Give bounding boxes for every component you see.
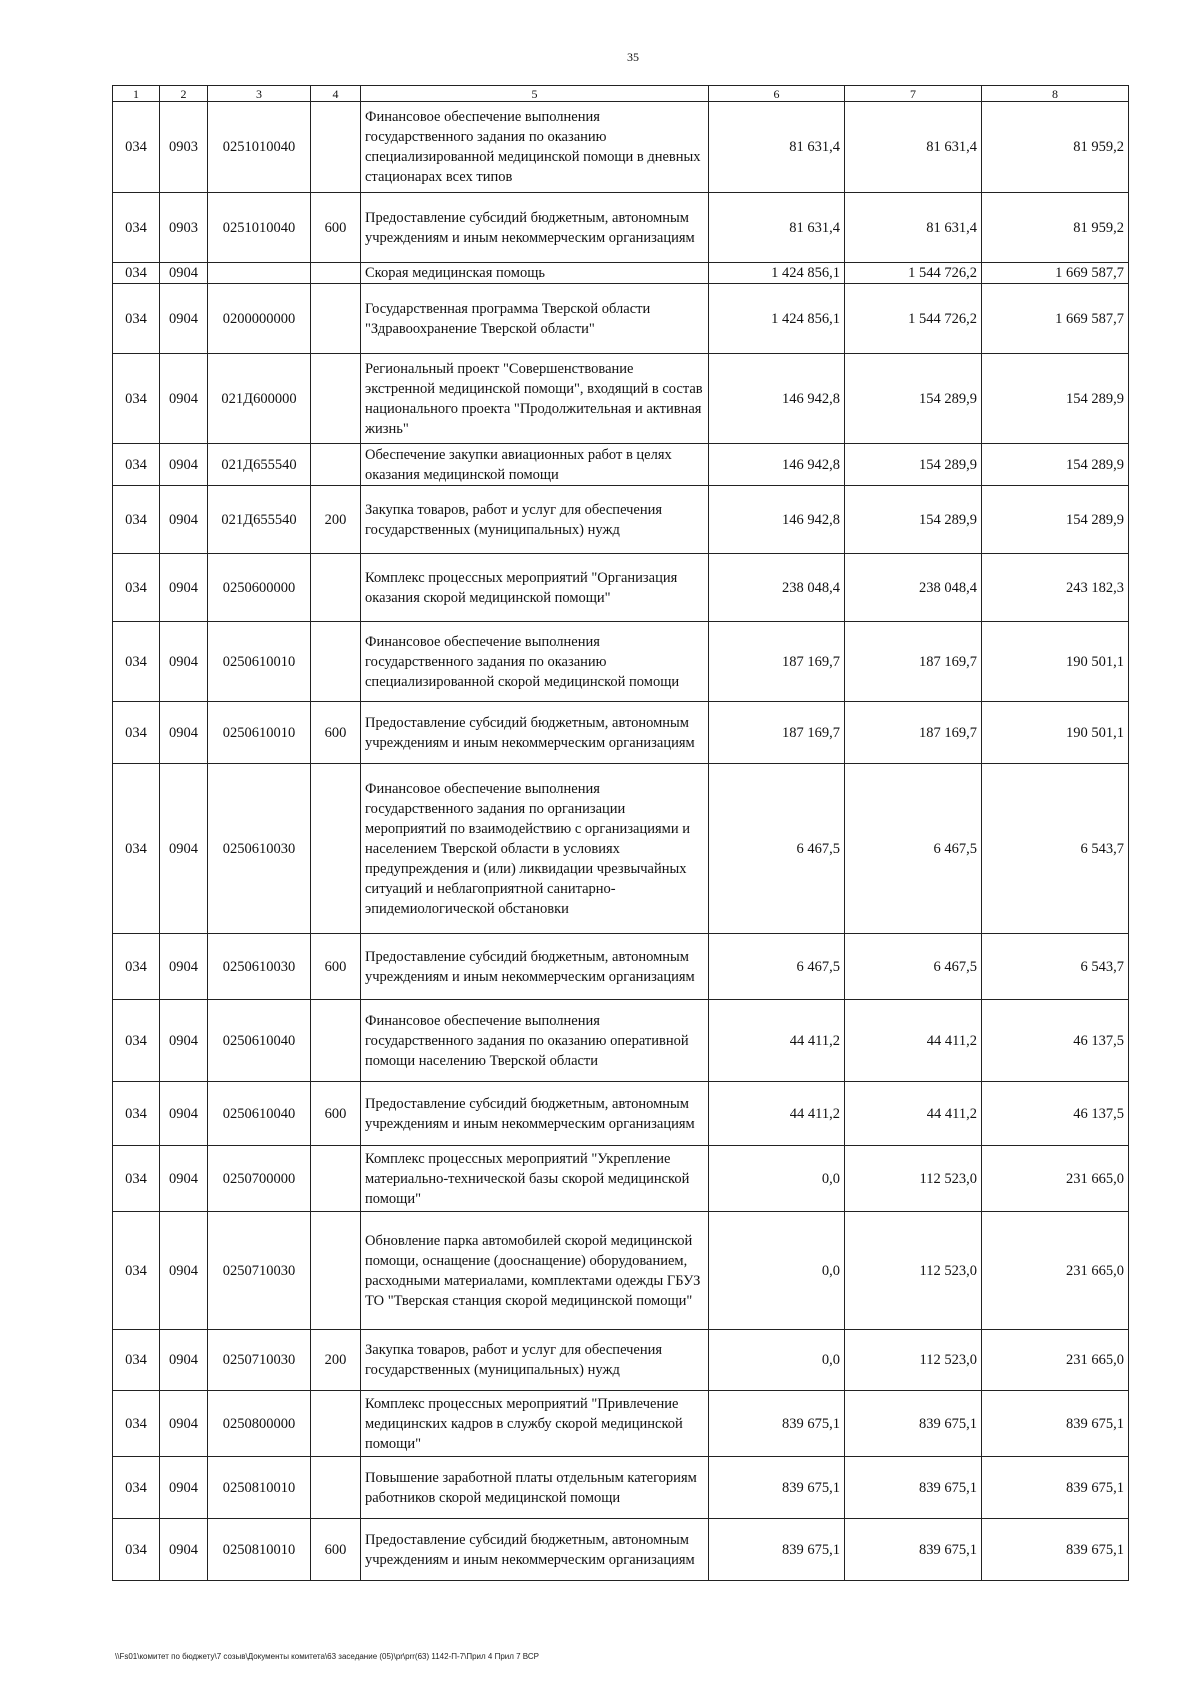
cell-amount-col8: 6 543,7: [982, 934, 1129, 1000]
cell-amount-col8: 154 289,9: [982, 354, 1129, 444]
cell-section-code: 0904: [160, 1146, 208, 1212]
cell-amount-col8: 154 289,9: [982, 444, 1129, 486]
column-header-4: 4: [311, 86, 361, 102]
cell-chapter-code: 034: [113, 1000, 160, 1082]
cell-chapter-code: 034: [113, 554, 160, 622]
table-row: [113, 934, 1129, 1000]
cell-amount-col8: 839 675,1: [982, 1519, 1129, 1581]
cell-amount-col6: 6 467,5: [709, 934, 845, 1000]
cell-amount-col8: 839 675,1: [982, 1457, 1129, 1519]
cell-amount-col8: 190 501,1: [982, 702, 1129, 764]
cell-amount-col7: 839 675,1: [845, 1519, 982, 1581]
column-header-row: [113, 86, 1129, 102]
cell-description: Комплекс процессных мероприятий "Организация оказания скорой медицинской помощи": [361, 554, 709, 622]
cell-target-article-code: 0250610030: [208, 764, 311, 934]
cell-description: Финансовое обеспечение выполнения государственного задания по организации мероприятий по взаимодействию с организациями и населением Тверской области в условиях предупреждения и (или) ликвидации чрезвычайных ситуаций и неблагоприятной санитарно-эпидемиологической обстановки: [361, 764, 709, 934]
cell-description: Комплекс процессных мероприятий "Привлечение медицинских кадров в службу скорой медицинской помощи": [361, 1391, 709, 1457]
cell-section-code: 0904: [160, 1391, 208, 1457]
column-header-3: 3: [208, 86, 311, 102]
cell-target-article-code: 021Д655540: [208, 444, 311, 486]
cell-description: Финансовое обеспечение выполнения государственного задания по оказанию оперативной помощи населению Тверской области: [361, 1000, 709, 1082]
cell-amount-col8: 231 665,0: [982, 1330, 1129, 1391]
table-row: [113, 284, 1129, 354]
table-row: [113, 193, 1129, 263]
cell-description: Предоставление субсидий бюджетным, автономным учреждениям и иным некоммерческим организациям: [361, 934, 709, 1000]
cell-chapter-code: 034: [113, 1146, 160, 1212]
cell-section-code: 0904: [160, 1330, 208, 1391]
cell-amount-col6: 0,0: [709, 1212, 845, 1330]
cell-section-code: 0903: [160, 102, 208, 193]
cell-amount-col6: 0,0: [709, 1146, 845, 1212]
cell-chapter-code: 034: [113, 354, 160, 444]
column-header-5: 5: [361, 86, 709, 102]
cell-target-article-code: 0200000000: [208, 284, 311, 354]
cell-expense-type-code: 600: [311, 934, 361, 1000]
column-header-8: 8: [982, 86, 1129, 102]
cell-chapter-code: 034: [113, 934, 160, 1000]
cell-section-code: 0904: [160, 702, 208, 764]
cell-section-code: 0904: [160, 284, 208, 354]
cell-section-code: 0904: [160, 1457, 208, 1519]
cell-amount-col6: 187 169,7: [709, 702, 845, 764]
cell-expense-type-code: [311, 1391, 361, 1457]
cell-amount-col6: 44 411,2: [709, 1000, 845, 1082]
table-row: [113, 486, 1129, 554]
cell-description: Закупка товаров, работ и услуг для обеспечения государственных (муниципальных) нужд: [361, 486, 709, 554]
table-row: [113, 1000, 1129, 1082]
cell-chapter-code: 034: [113, 486, 160, 554]
cell-amount-col6: 1 424 856,1: [709, 284, 845, 354]
cell-amount-col8: 46 137,5: [982, 1082, 1129, 1146]
table-row: [113, 444, 1129, 486]
cell-amount-col7: 154 289,9: [845, 444, 982, 486]
cell-amount-col8: 46 137,5: [982, 1000, 1129, 1082]
table-row: [113, 764, 1129, 934]
cell-section-code: 0904: [160, 764, 208, 934]
page-number: 35: [627, 50, 639, 64]
table-row: [113, 263, 1129, 284]
cell-target-article-code: 0250610040: [208, 1000, 311, 1082]
cell-section-code: 0904: [160, 554, 208, 622]
cell-description: Повышение заработной платы отдельным категориям работников скорой медицинской помощи: [361, 1457, 709, 1519]
cell-amount-col6: 81 631,4: [709, 102, 845, 193]
cell-target-article-code: 0251010040: [208, 102, 311, 193]
cell-amount-col7: 154 289,9: [845, 354, 982, 444]
cell-amount-col7: 187 169,7: [845, 622, 982, 702]
cell-chapter-code: 034: [113, 1082, 160, 1146]
cell-target-article-code: 0250600000: [208, 554, 311, 622]
cell-description: Предоставление субсидий бюджетным, автономным учреждениям и иным некоммерческим организациям: [361, 193, 709, 263]
cell-target-article-code: 0250610030: [208, 934, 311, 1000]
cell-chapter-code: 034: [113, 1519, 160, 1581]
cell-chapter-code: 034: [113, 1212, 160, 1330]
table-row: [113, 1330, 1129, 1391]
cell-target-article-code: 021Д600000: [208, 354, 311, 444]
cell-amount-col8: 1 669 587,7: [982, 263, 1129, 284]
cell-description: Скорая медицинская помощь: [361, 263, 709, 284]
table-row: [113, 1146, 1129, 1212]
cell-expense-type-code: [311, 102, 361, 193]
cell-description: Закупка товаров, работ и услуг для обеспечения государственных (муниципальных) нужд: [361, 1330, 709, 1391]
cell-target-article-code: 0250610040: [208, 1082, 311, 1146]
cell-expense-type-code: [311, 444, 361, 486]
cell-amount-col6: 146 942,8: [709, 486, 845, 554]
cell-section-code: 0904: [160, 444, 208, 486]
cell-amount-col7: 187 169,7: [845, 702, 982, 764]
cell-amount-col8: 839 675,1: [982, 1391, 1129, 1457]
table-row: [113, 554, 1129, 622]
cell-amount-col8: 81 959,2: [982, 102, 1129, 193]
cell-section-code: 0903: [160, 193, 208, 263]
cell-chapter-code: 034: [113, 1457, 160, 1519]
cell-chapter-code: 034: [113, 263, 160, 284]
cell-chapter-code: 034: [113, 284, 160, 354]
cell-expense-type-code: [311, 1000, 361, 1082]
cell-section-code: 0904: [160, 622, 208, 702]
column-header-6: 6: [709, 86, 845, 102]
cell-target-article-code: 0250610010: [208, 702, 311, 764]
cell-target-article-code: 0250610010: [208, 622, 311, 702]
cell-description: Обновление парка автомобилей скорой медицинской помощи, оснащение (дооснащение) оборудованием, расходными материалами, комплектами одежды ГБУЗ ТО "Тверская станция скорой медицинской помощи": [361, 1212, 709, 1330]
table-row: [113, 1391, 1129, 1457]
cell-description: Финансовое обеспечение выполнения государственного задания по оказанию специализированной скорой медицинской помощи: [361, 622, 709, 702]
cell-amount-col6: 44 411,2: [709, 1082, 845, 1146]
cell-amount-col6: 1 424 856,1: [709, 263, 845, 284]
cell-expense-type-code: [311, 554, 361, 622]
cell-amount-col8: 81 959,2: [982, 193, 1129, 263]
cell-description: Обеспечение закупки авиационных работ в целях оказания медицинской помощи: [361, 444, 709, 486]
cell-chapter-code: 034: [113, 622, 160, 702]
cell-section-code: 0904: [160, 354, 208, 444]
cell-amount-col7: 154 289,9: [845, 486, 982, 554]
cell-amount-col7: 6 467,5: [845, 764, 982, 934]
cell-target-article-code: 0250710030: [208, 1330, 311, 1391]
cell-expense-type-code: [311, 622, 361, 702]
cell-expense-type-code: 600: [311, 1082, 361, 1146]
budget-table: [112, 85, 1129, 1581]
table-row: [113, 102, 1129, 193]
cell-amount-col7: 44 411,2: [845, 1082, 982, 1146]
cell-description: Предоставление субсидий бюджетным, автономным учреждениям и иным некоммерческим организациям: [361, 1519, 709, 1581]
cell-expense-type-code: 200: [311, 486, 361, 554]
table-row: [113, 1212, 1129, 1330]
cell-section-code: 0904: [160, 1082, 208, 1146]
cell-expense-type-code: [311, 284, 361, 354]
cell-section-code: 0904: [160, 1212, 208, 1330]
cell-expense-type-code: [311, 1212, 361, 1330]
cell-chapter-code: 034: [113, 764, 160, 934]
cell-amount-col7: 44 411,2: [845, 1000, 982, 1082]
table-row: [113, 622, 1129, 702]
cell-chapter-code: 034: [113, 102, 160, 193]
cell-expense-type-code: 600: [311, 702, 361, 764]
cell-amount-col7: 839 675,1: [845, 1391, 982, 1457]
cell-amount-col7: 238 048,4: [845, 554, 982, 622]
table-row: [113, 1457, 1129, 1519]
cell-expense-type-code: [311, 764, 361, 934]
cell-chapter-code: 034: [113, 444, 160, 486]
cell-description: Финансовое обеспечение выполнения государственного задания по оказанию специализированной медицинской помощи в дневных стационарах всех типов: [361, 102, 709, 193]
cell-description: Предоставление субсидий бюджетным, автономным учреждениям и иным некоммерческим организациям: [361, 1082, 709, 1146]
cell-amount-col7: 81 631,4: [845, 102, 982, 193]
cell-amount-col8: 190 501,1: [982, 622, 1129, 702]
cell-amount-col6: 238 048,4: [709, 554, 845, 622]
cell-section-code: 0904: [160, 934, 208, 1000]
column-header-2: 2: [160, 86, 208, 102]
table-body: [113, 102, 1129, 1581]
cell-target-article-code: 0251010040: [208, 193, 311, 263]
cell-amount-col8: 243 182,3: [982, 554, 1129, 622]
cell-amount-col6: 839 675,1: [709, 1391, 845, 1457]
cell-expense-type-code: [311, 1146, 361, 1212]
cell-amount-col7: 6 467,5: [845, 934, 982, 1000]
cell-description: Предоставление субсидий бюджетным, автономным учреждениям и иным некоммерческим организациям: [361, 702, 709, 764]
cell-amount-col7: 1 544 726,2: [845, 263, 982, 284]
cell-amount-col7: 112 523,0: [845, 1330, 982, 1391]
cell-amount-col7: 112 523,0: [845, 1212, 982, 1330]
cell-amount-col8: 6 543,7: [982, 764, 1129, 934]
cell-amount-col7: 839 675,1: [845, 1457, 982, 1519]
table-row: [113, 1519, 1129, 1581]
cell-target-article-code: 021Д655540: [208, 486, 311, 554]
cell-expense-type-code: [311, 263, 361, 284]
cell-amount-col8: 231 665,0: [982, 1146, 1129, 1212]
cell-section-code: 0904: [160, 263, 208, 284]
cell-description: Государственная программа Тверской области "Здравоохранение Тверской области": [361, 284, 709, 354]
cell-amount-col8: 231 665,0: [982, 1212, 1129, 1330]
column-header-7: 7: [845, 86, 982, 102]
footer-file-path: \\Fs01\комитет по бюджету\7 созыв\Документы комитета\63 заседание (05)\pr\prr(63) 1142-П-7\Прил 4 Прил 7 ВСР: [115, 1652, 539, 1661]
cell-target-article-code: 0250700000: [208, 1146, 311, 1212]
cell-target-article-code: 0250810010: [208, 1457, 311, 1519]
table-row: [113, 1082, 1129, 1146]
cell-chapter-code: 034: [113, 702, 160, 764]
cell-target-article-code: 0250810010: [208, 1519, 311, 1581]
column-header-1: 1: [113, 86, 160, 102]
cell-target-article-code: [208, 263, 311, 284]
cell-description: Региональный проект "Совершенствование экстренной медицинской помощи", входящий в состав национального проекта "Продолжительная и активная жизнь": [361, 354, 709, 444]
cell-amount-col6: 146 942,8: [709, 354, 845, 444]
cell-amount-col6: 0,0: [709, 1330, 845, 1391]
cell-amount-col7: 1 544 726,2: [845, 284, 982, 354]
cell-amount-col7: 81 631,4: [845, 193, 982, 263]
cell-expense-type-code: 200: [311, 1330, 361, 1391]
cell-expense-type-code: 600: [311, 1519, 361, 1581]
cell-amount-col6: 839 675,1: [709, 1457, 845, 1519]
table-row: [113, 702, 1129, 764]
cell-expense-type-code: 600: [311, 193, 361, 263]
cell-section-code: 0904: [160, 1519, 208, 1581]
cell-section-code: 0904: [160, 1000, 208, 1082]
cell-amount-col8: 1 669 587,7: [982, 284, 1129, 354]
table-row: [113, 354, 1129, 444]
cell-chapter-code: 034: [113, 193, 160, 263]
cell-section-code: 0904: [160, 486, 208, 554]
cell-chapter-code: 034: [113, 1330, 160, 1391]
cell-target-article-code: 0250710030: [208, 1212, 311, 1330]
cell-expense-type-code: [311, 354, 361, 444]
cell-amount-col6: 81 631,4: [709, 193, 845, 263]
cell-amount-col8: 154 289,9: [982, 486, 1129, 554]
cell-expense-type-code: [311, 1457, 361, 1519]
cell-amount-col6: 146 942,8: [709, 444, 845, 486]
cell-amount-col6: 839 675,1: [709, 1519, 845, 1581]
cell-amount-col6: 6 467,5: [709, 764, 845, 934]
cell-chapter-code: 034: [113, 1391, 160, 1457]
cell-amount-col6: 187 169,7: [709, 622, 845, 702]
cell-amount-col7: 112 523,0: [845, 1146, 982, 1212]
cell-description: Комплекс процессных мероприятий "Укрепление материально-технической базы скорой медицинской помощи": [361, 1146, 709, 1212]
cell-target-article-code: 0250800000: [208, 1391, 311, 1457]
